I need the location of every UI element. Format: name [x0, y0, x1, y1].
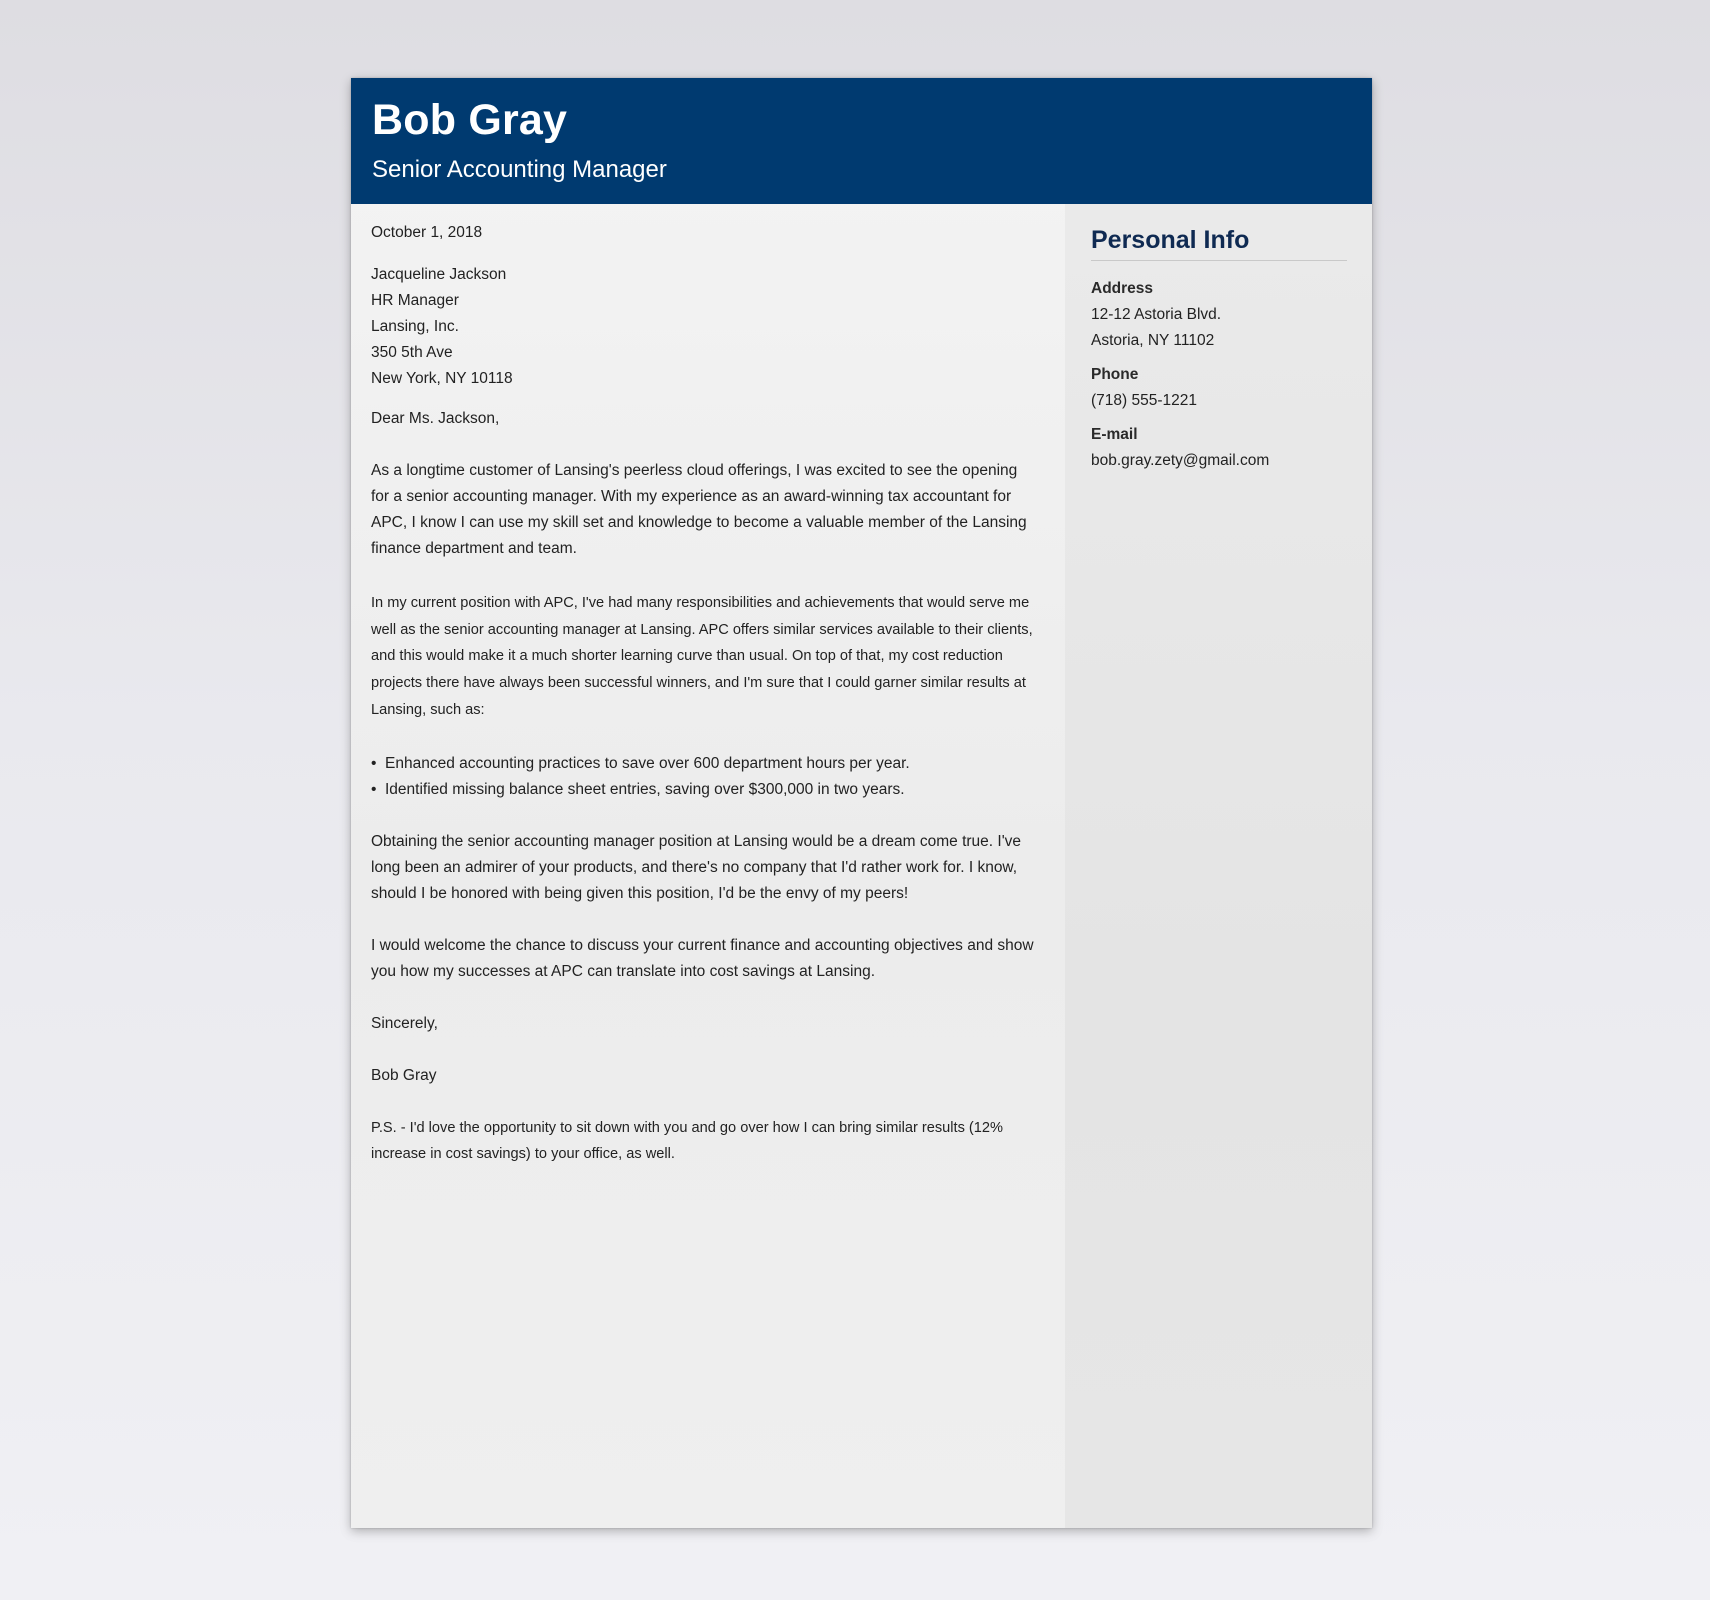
recipient-line: 350 5th Ave	[371, 344, 453, 361]
achievements-list	[371, 751, 1051, 803]
paragraph-line: should I be honored with being given this position, I'd be the envy of my peers!	[371, 885, 909, 902]
applicant-title: Senior Accounting Manager	[372, 156, 667, 183]
email-label: E-mail	[1091, 426, 1138, 443]
paragraph-line: In my current position with APC, I've had many responsibilities and achievements that would serve me	[371, 595, 1030, 611]
closing-text: Sincerely,	[371, 1015, 438, 1032]
letter-header	[351, 78, 1372, 204]
paragraph-line: projects there have always been successful winners, and I'm sure that I could garner similar results at	[371, 675, 1026, 692]
recipient-line: Lansing, Inc.	[371, 318, 459, 335]
address-section	[1091, 276, 1221, 354]
paragraph-line: and this would make it a much shorter learning curve than usual. On top of that, my cost reduction	[371, 648, 1003, 665]
closing	[371, 1011, 1051, 1037]
paragraph-4	[371, 933, 1051, 985]
postscript-line: P.S. - I'd love the opportunity to sit down with you and go over how I can bring similar results (12%	[371, 1120, 1003, 1136]
signature-text: Bob Gray	[371, 1067, 437, 1084]
letter-date	[371, 220, 1051, 246]
recipient-line: Jacqueline Jackson	[371, 266, 507, 283]
paragraph-line: Obtaining the senior accounting manager position at Lansing would be a dream come true. I've	[371, 833, 1022, 850]
sidebar-divider	[1091, 260, 1347, 261]
phone-value: (718) 555-1221	[1091, 392, 1197, 409]
list-item-text: Enhanced accounting practices to save over 600 department hours per year.	[385, 755, 910, 772]
date-text: October 1, 2018	[371, 224, 483, 241]
paragraph-3	[371, 829, 1051, 907]
list-item	[371, 751, 1051, 777]
salutation-text: Dear Ms. Jackson,	[371, 410, 500, 427]
bullet-icon: •	[371, 755, 377, 772]
paragraph-2	[371, 590, 1051, 723]
address-line: Astoria, NY 11102	[1091, 332, 1215, 349]
salutation	[371, 406, 1051, 432]
paragraph-line: long been an admirer of your products, and there's no company that I'd rather work for. I know,	[371, 859, 1018, 876]
recipient-line: New York, NY 10118	[371, 370, 513, 387]
postscript-line: increase in cost savings) to your office, as well.	[371, 1146, 675, 1162]
sidebar-heading: Personal Info	[1091, 226, 1250, 254]
paragraph-line: I would welcome the chance to discuss your current finance and accounting objectives and show	[371, 937, 1034, 954]
postscript	[371, 1115, 1051, 1167]
paragraph-line: finance department and team.	[371, 540, 577, 557]
address-label: Address	[1091, 280, 1154, 297]
list-item-text: Identified missing balance sheet entries, saving over $300,000 in two years.	[385, 781, 905, 798]
paragraph-line: you how my successes at APC can translate into cost savings at Lansing.	[371, 963, 876, 980]
paragraph-line: for a senior accounting manager. With my experience as an award-winning tax accountant for	[371, 488, 1012, 505]
applicant-name: Bob Gray	[372, 96, 568, 144]
email-section	[1091, 422, 1269, 474]
phone-label: Phone	[1091, 366, 1139, 383]
email-value: bob.gray.zety@gmail.com	[1091, 452, 1270, 469]
paragraph-line: As a longtime customer of Lansing's peerless cloud offerings, I was excited to see the opening	[371, 462, 1018, 479]
bullet-icon: •	[371, 781, 377, 798]
cover-letter-page	[351, 78, 1372, 1528]
phone-section	[1091, 362, 1197, 414]
recipient-block	[371, 262, 1051, 392]
paragraph-1	[371, 458, 1051, 562]
paragraph-line: APC, I know I can use my skill set and knowledge to become a valuable member of the Lansing	[371, 514, 1027, 531]
recipient-line: HR Manager	[371, 292, 459, 309]
list-item	[371, 777, 1051, 803]
address-line: 12-12 Astoria Blvd.	[1091, 306, 1222, 323]
personal-info-sidebar	[1065, 204, 1372, 1528]
paragraph-line: well as the senior accounting manager at Lansing. APC offers similar services available to their clients,	[371, 621, 1033, 638]
paragraph-line: Lansing, such as:	[371, 701, 485, 718]
signature	[371, 1063, 1051, 1089]
